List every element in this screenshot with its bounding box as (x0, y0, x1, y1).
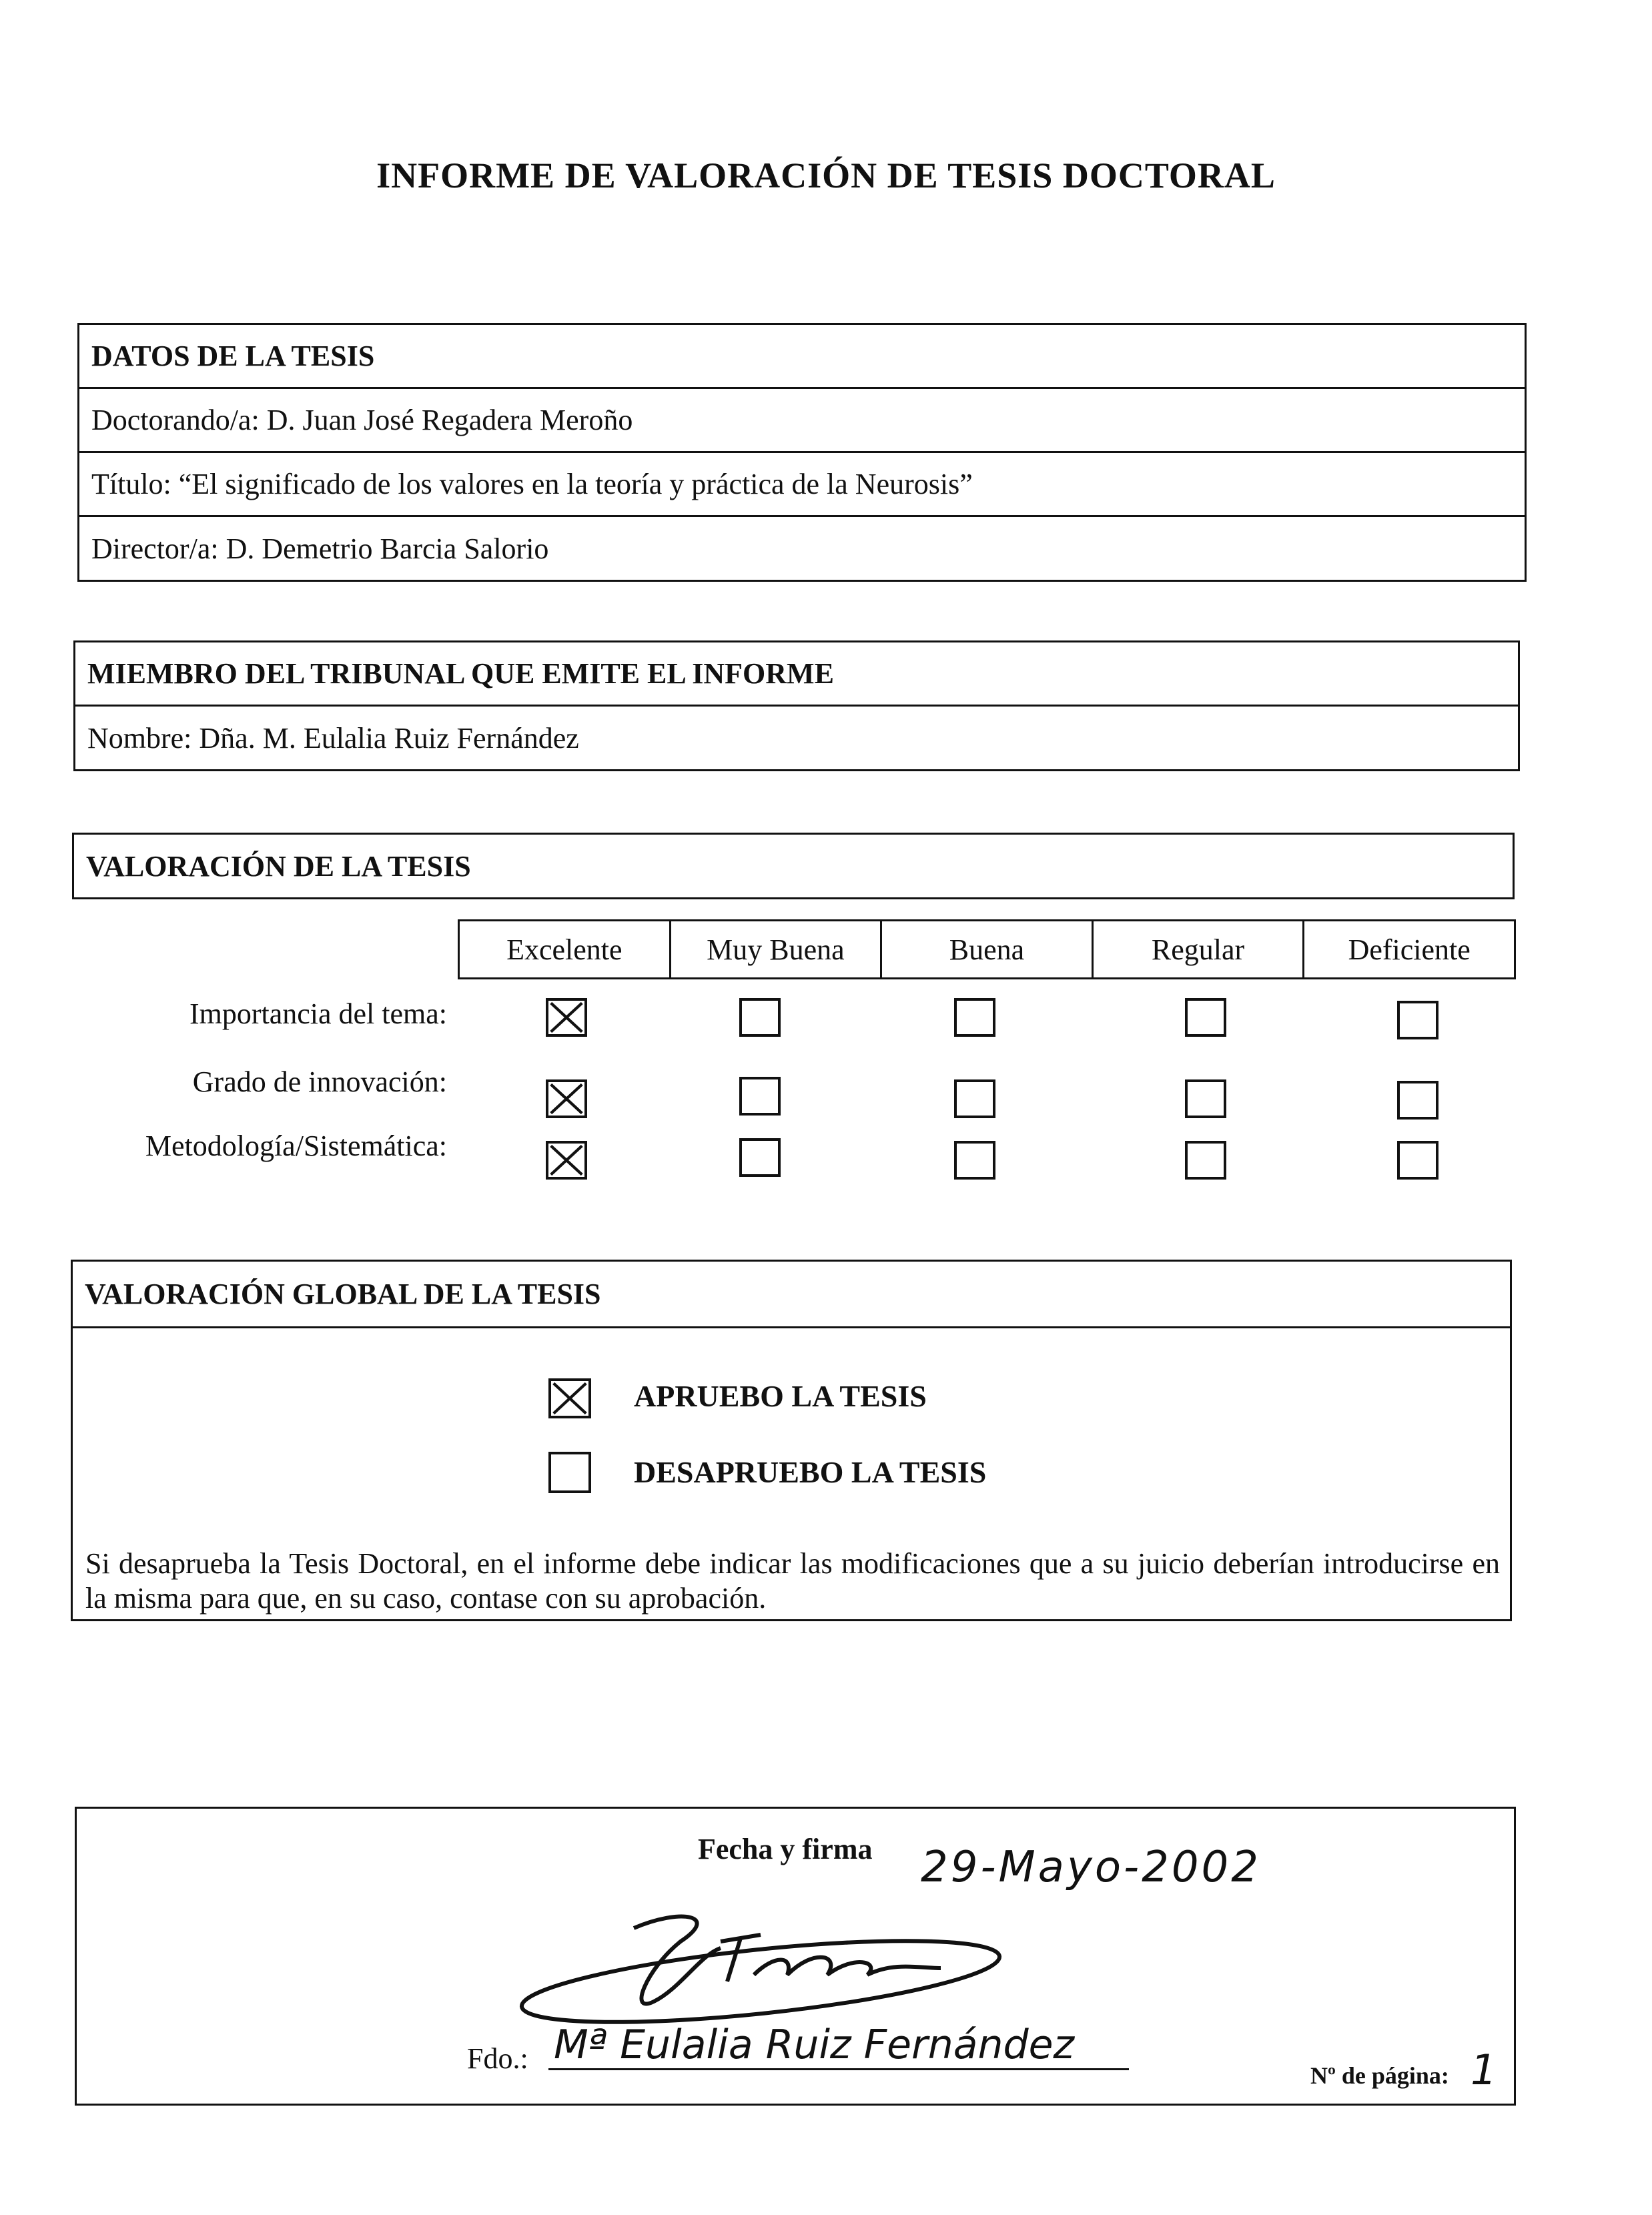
fdo-name: Mª Eulalia Ruiz Fernández (554, 2022, 1075, 2068)
signature-image (480, 1901, 1027, 2035)
criterion-innovacion-label: Grado de innovación: (192, 1065, 447, 1098)
desapruebo-label: DESAPRUEBO LA TESIS (634, 1455, 987, 1489)
page-number-value: 1 (1471, 2046, 1497, 2094)
valoracion-section (72, 833, 1515, 899)
titulo-field: Título: “El significado de los valores en la teoría y práctica de la Neurosis” (79, 453, 1525, 517)
metodologia-muy-buena-checkbox[interactable] (739, 1138, 781, 1177)
global-header: VALORACIÓN GLOBAL DE LA TESIS (73, 1262, 1510, 1328)
x-mark-icon (548, 1082, 584, 1116)
innovacion-muy-buena-checkbox[interactable] (739, 1077, 781, 1116)
page-title: INFORME DE VALORACIÓN DE TESIS DOCTORAL (376, 155, 1276, 195)
rating-columns-header (458, 919, 1516, 979)
column-regular: Regular (1094, 921, 1305, 977)
fdo-label: Fdo.: (467, 2042, 528, 2075)
importancia-excelente-checkbox[interactable] (546, 998, 587, 1037)
metodologia-deficiente-checkbox[interactable] (1397, 1141, 1438, 1180)
desapruebo-checkbox[interactable] (548, 1452, 591, 1493)
column-muy-buena: Muy Buena (671, 921, 883, 977)
fdo-underline (548, 2068, 1129, 2070)
datos-header: DATOS DE LA TESIS (79, 325, 1525, 389)
fecha-label: Fecha y firma (698, 1833, 873, 1865)
innovacion-buena-checkbox[interactable] (954, 1079, 995, 1118)
miembro-header: MIEMBRO DEL TRIBUNAL QUE EMITE EL INFORME (75, 642, 1518, 707)
director-field: Director/a: D. Demetrio Barcia Salorio (91, 532, 549, 565)
column-deficiente: Deficiente (1348, 933, 1471, 966)
fecha-value: 29-Mayo-2002 (921, 1843, 1261, 1892)
column-buena: Buena (882, 921, 1094, 977)
importancia-muy-buena-checkbox[interactable] (739, 998, 781, 1037)
importancia-buena-checkbox[interactable] (954, 998, 995, 1037)
apruebo-checkbox[interactable] (548, 1378, 591, 1418)
importancia-regular-checkbox[interactable] (1185, 998, 1226, 1037)
criterion-importancia-label: Importancia del tema: (189, 997, 447, 1030)
innovacion-regular-checkbox[interactable] (1185, 1079, 1226, 1118)
importancia-deficiente-checkbox[interactable] (1397, 1001, 1438, 1039)
metodologia-buena-checkbox[interactable] (954, 1141, 995, 1180)
innovacion-deficiente-checkbox[interactable] (1397, 1081, 1438, 1120)
miembro-section (73, 640, 1520, 771)
column-excelente: Excelente (460, 921, 671, 977)
disapproval-note: Si desaprueba la Tesis Doctoral, en el informe debe indicar las modificaciones que a su juicio deberían introducirse en la misma para que, en su caso, contase con su aprobación. (85, 1547, 1500, 1615)
nombre-field: Nombre: Dña. M. Eulalia Ruiz Fernández (87, 721, 579, 755)
metodologia-excelente-checkbox[interactable] (546, 1141, 587, 1180)
x-mark-icon (548, 1144, 584, 1177)
x-mark-icon (551, 1381, 588, 1416)
doctorando-field: Doctorando/a: D. Juan José Regadera Meroño (79, 389, 1525, 453)
datos-section (77, 323, 1527, 582)
apruebo-label: APRUEBO LA TESIS (634, 1379, 927, 1413)
page-number-label: Nº de página: (1310, 2062, 1449, 2089)
x-mark-icon (548, 1001, 584, 1034)
metodologia-regular-checkbox[interactable] (1185, 1141, 1226, 1180)
criterion-metodologia-label: Metodología/Sistemática: (145, 1130, 447, 1162)
valoracion-header: VALORACIÓN DE LA TESIS (86, 849, 471, 883)
innovacion-excelente-checkbox[interactable] (546, 1079, 587, 1118)
